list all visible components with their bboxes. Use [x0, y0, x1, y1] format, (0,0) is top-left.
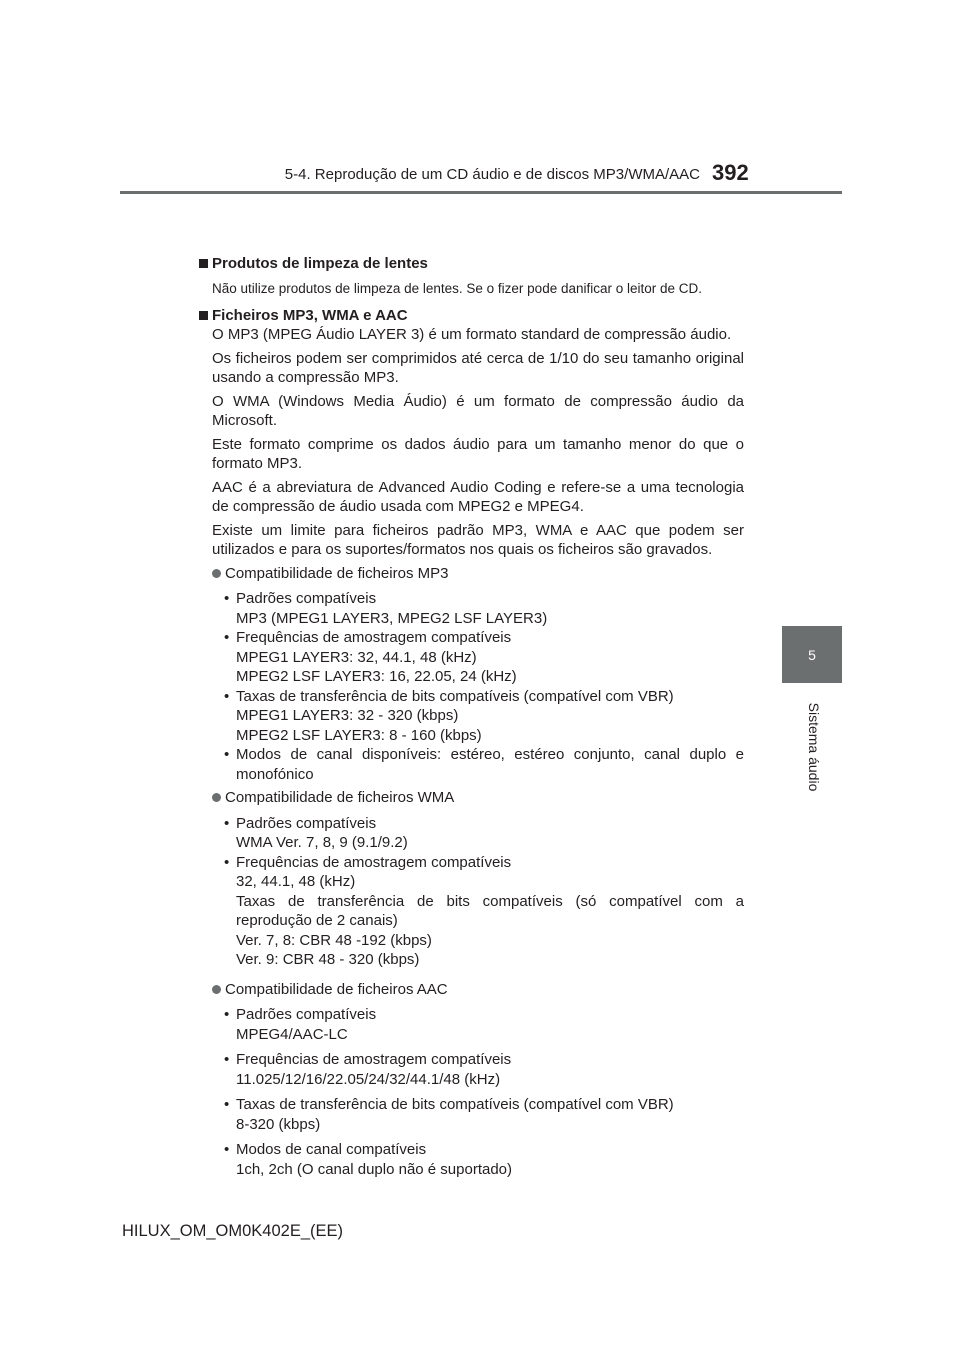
page-content [212, 254, 744, 1179]
heading-text: Produtos de limpeza de lentes [212, 255, 428, 272]
list-item: • Padrões compatíveis MP3 (MPEG1 LAYER3, MPEG2 LSF LAYER3) [224, 590, 548, 627]
list-item: • Padrões compatíveis MPEG4/AAC-LC [224, 1006, 377, 1043]
paragraph: Existe um limite para ficheiros padrão MP3, WMA e AAC que podem ser utilizados e para os suportes/formatos nos quais os ficheiros são gravados. [212, 521, 744, 558]
chapter-tab [782, 626, 842, 683]
list-item: • Padrões compatíveis WMA Ver. 7, 8, 9 (9.1/9.2) [224, 814, 408, 851]
list-item: • Frequências de amostragem compatíveis MPEG1 LAYER3: 32, 44.1, 48 (kHz) MPEG2 LSF LAYER3: 16, 22.05, 24 (kHz) [224, 629, 517, 685]
subheading-text: Compatibilidade de ficheiros MP3 [225, 564, 449, 582]
list-item: • Modos de canal disponíveis: estéreo, estéreo conjunto, canal duplo e monofónico [224, 746, 744, 783]
list-item: • Taxas de transferência de bits compatíveis (compatível com VBR) 8-320 (kbps) [224, 1096, 674, 1133]
list-item: • Frequências de amostragem compatíveis 32, 44.1, 48 (kHz) Taxas de transferência de bits compatíveis (só compatível com a reprodução de 2 canais) Ver. 7, 8: CBR 48 -192 (kbps) Ver. 9: CBR 48 - 320 (kbps) [224, 853, 744, 968]
list-item: • Frequências de amostragem compatíveis 11.025/12/16/22.05/24/32/44.1/48 (kHz) [224, 1051, 512, 1088]
subheading-mp3 [212, 564, 744, 584]
document-code: HILUX_OM_OM0K402E_(EE) [122, 1222, 344, 1240]
paragraph: Os ficheiros podem ser comprimidos até cerca de 1/10 do seu tamanho original usando a compressão MP3. [212, 349, 744, 386]
circle-bullet-icon [212, 985, 221, 994]
heading-text: Ficheiros MP3, WMA e AAC [212, 306, 408, 324]
paragraph: O WMA (Windows Media Áudio) é um formato de compressão áudio da Microsoft. [212, 392, 744, 429]
square-bullet-icon [199, 311, 208, 320]
heading-cleaning [199, 254, 731, 274]
circle-bullet-icon [212, 569, 221, 578]
section-title: 5-4. Reprodução de um CD áudio e de discos MP3/WMA/AAC [284, 166, 700, 183]
subheading-text: Compatibilidade de ficheiros WMA [225, 789, 455, 806]
list-item: • Taxas de transferência de bits compatíveis (compatível com VBR) MPEG1 LAYER3: 32 - 320 (kbps) MPEG2 LSF LAYER3: 8 - 160 (kbps) [224, 687, 674, 744]
cleaning-text: Não utilize produtos de limpeza de lentes. Se o fizer pode danificar o leitor de CD. [212, 280, 703, 296]
circle-bullet-icon [212, 793, 221, 802]
paragraph: Este formato comprime os dados áudio para um tamanho menor do que o formato MP3. [212, 435, 744, 472]
paragraph: O MP3 (MPEG Áudio LAYER 3) é um formato standard de compressão áudio. [212, 326, 732, 343]
square-bullet-icon [199, 259, 208, 268]
subheading-aac [212, 980, 744, 1000]
page-number: 392 [712, 160, 749, 185]
paragraph: AAC é a abreviatura de Advanced Audio Coding e refere-se a uma tecnologia de compressão de áudio usada com MPEG2 e MPEG4. [212, 478, 744, 515]
chapter-label: Sistema áudio [806, 702, 822, 792]
subheading-wma [212, 788, 744, 808]
list-item: • Modos de canal compatíveis 1ch, 2ch (O canal duplo não é suportado) [224, 1141, 513, 1178]
chapter-number: 5 [808, 646, 816, 663]
subheading-text: Compatibilidade de ficheiros AAC [225, 980, 448, 998]
heading-files [199, 306, 731, 326]
header-rule [120, 191, 842, 194]
